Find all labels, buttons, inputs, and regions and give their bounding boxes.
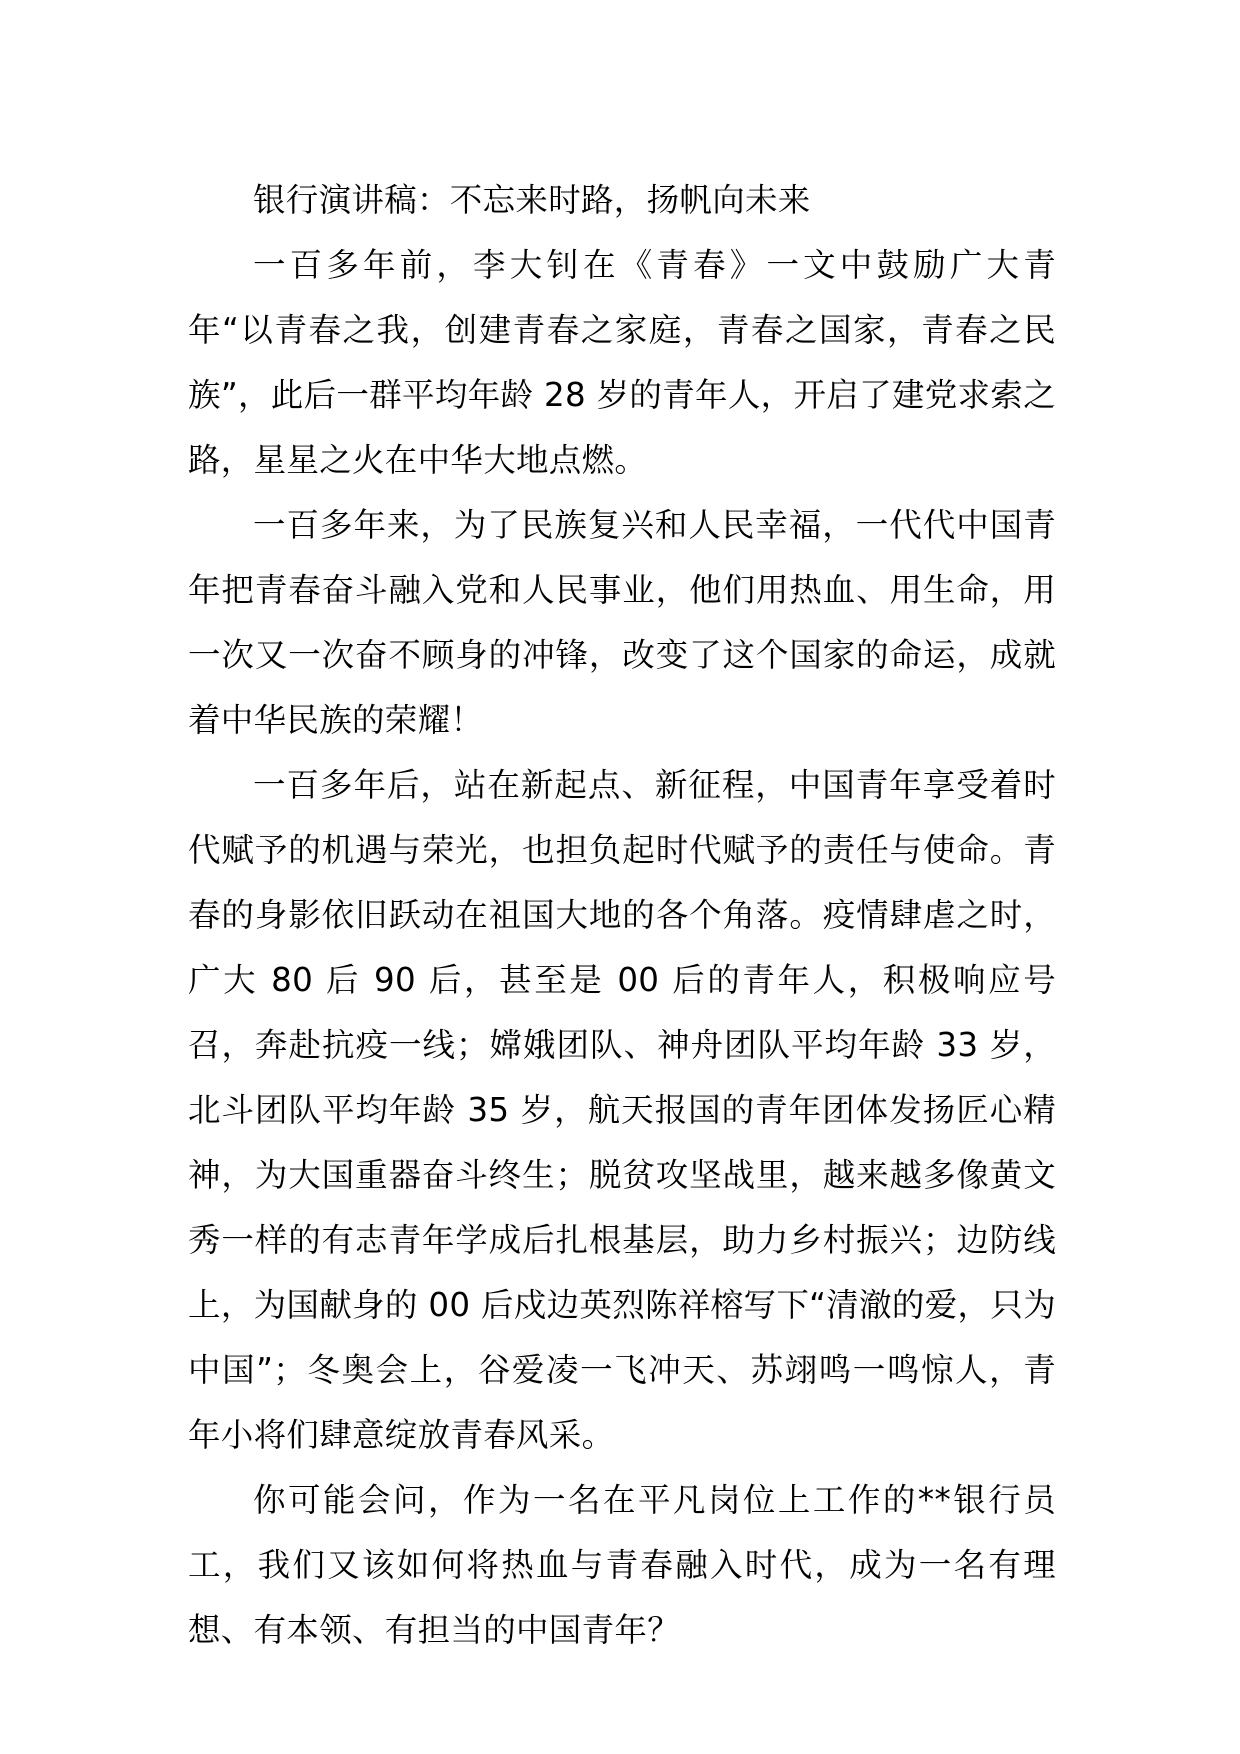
paragraph-3: 一百多年后，站在新起点、新征程，中国青年享受着时代赋予的机遇与荣光，也担负起时代赋予的责任与使命。青春的身影依旧跃动在祖国大地的各个角落。疫情肆虐之时，广大 80 后 90 后，甚至是 00 后的青年人，积极响应号召，奔赴抗疫一线；嫦娥团队、神舟团队平均年龄 33 岁，北斗团队平均年龄 35 岁，航天报国的青年团体发扬匠心精神，为大国重器奋斗终生；脱贫攻坚战里，越来越多像黄文秀一样的有志青年学成后扎根基层，助力乡村振兴；边防线上，为国献身的 00 后戍边英烈陈祥榕写下“清澈的爱，只为中国”；冬奥会上，谷爱凌一飞冲天、苏翊鸣一鸣惊人，青年小将们肆意绽放青春风采。 [188,766,1056,1454]
document-body [188,168,1056,1663]
document-title: 银行演讲稿：不忘来时路，扬帆向未来 [253,181,811,219]
paragraph-4: 你可能会问，作为一名在平凡岗位上工作的**银行员工，我们又该如何将热血与青春融入时代，成为一名有理想、有本领、有担当的中国青年？ [188,1481,1056,1649]
paragraph-2: 一百多年来，为了民族复兴和人民幸福，一代代中国青年把青春奋斗融入党和人民事业，他们用热血、用生命，用一次又一次奋不顾身的冲锋，改变了这个国家的命运，成就着中华民族的荣耀！ [188,506,1056,739]
paragraph-1: 一百多年前，李大钊在《青春》一文中鼓励广大青年“以青春之我，创建青春之家庭，青春之国家，青春之民族”，此后一群平均年龄 28 岁的青年人，开启了建党求索之路，星星之火在中华大地点燃。 [188,246,1056,479]
